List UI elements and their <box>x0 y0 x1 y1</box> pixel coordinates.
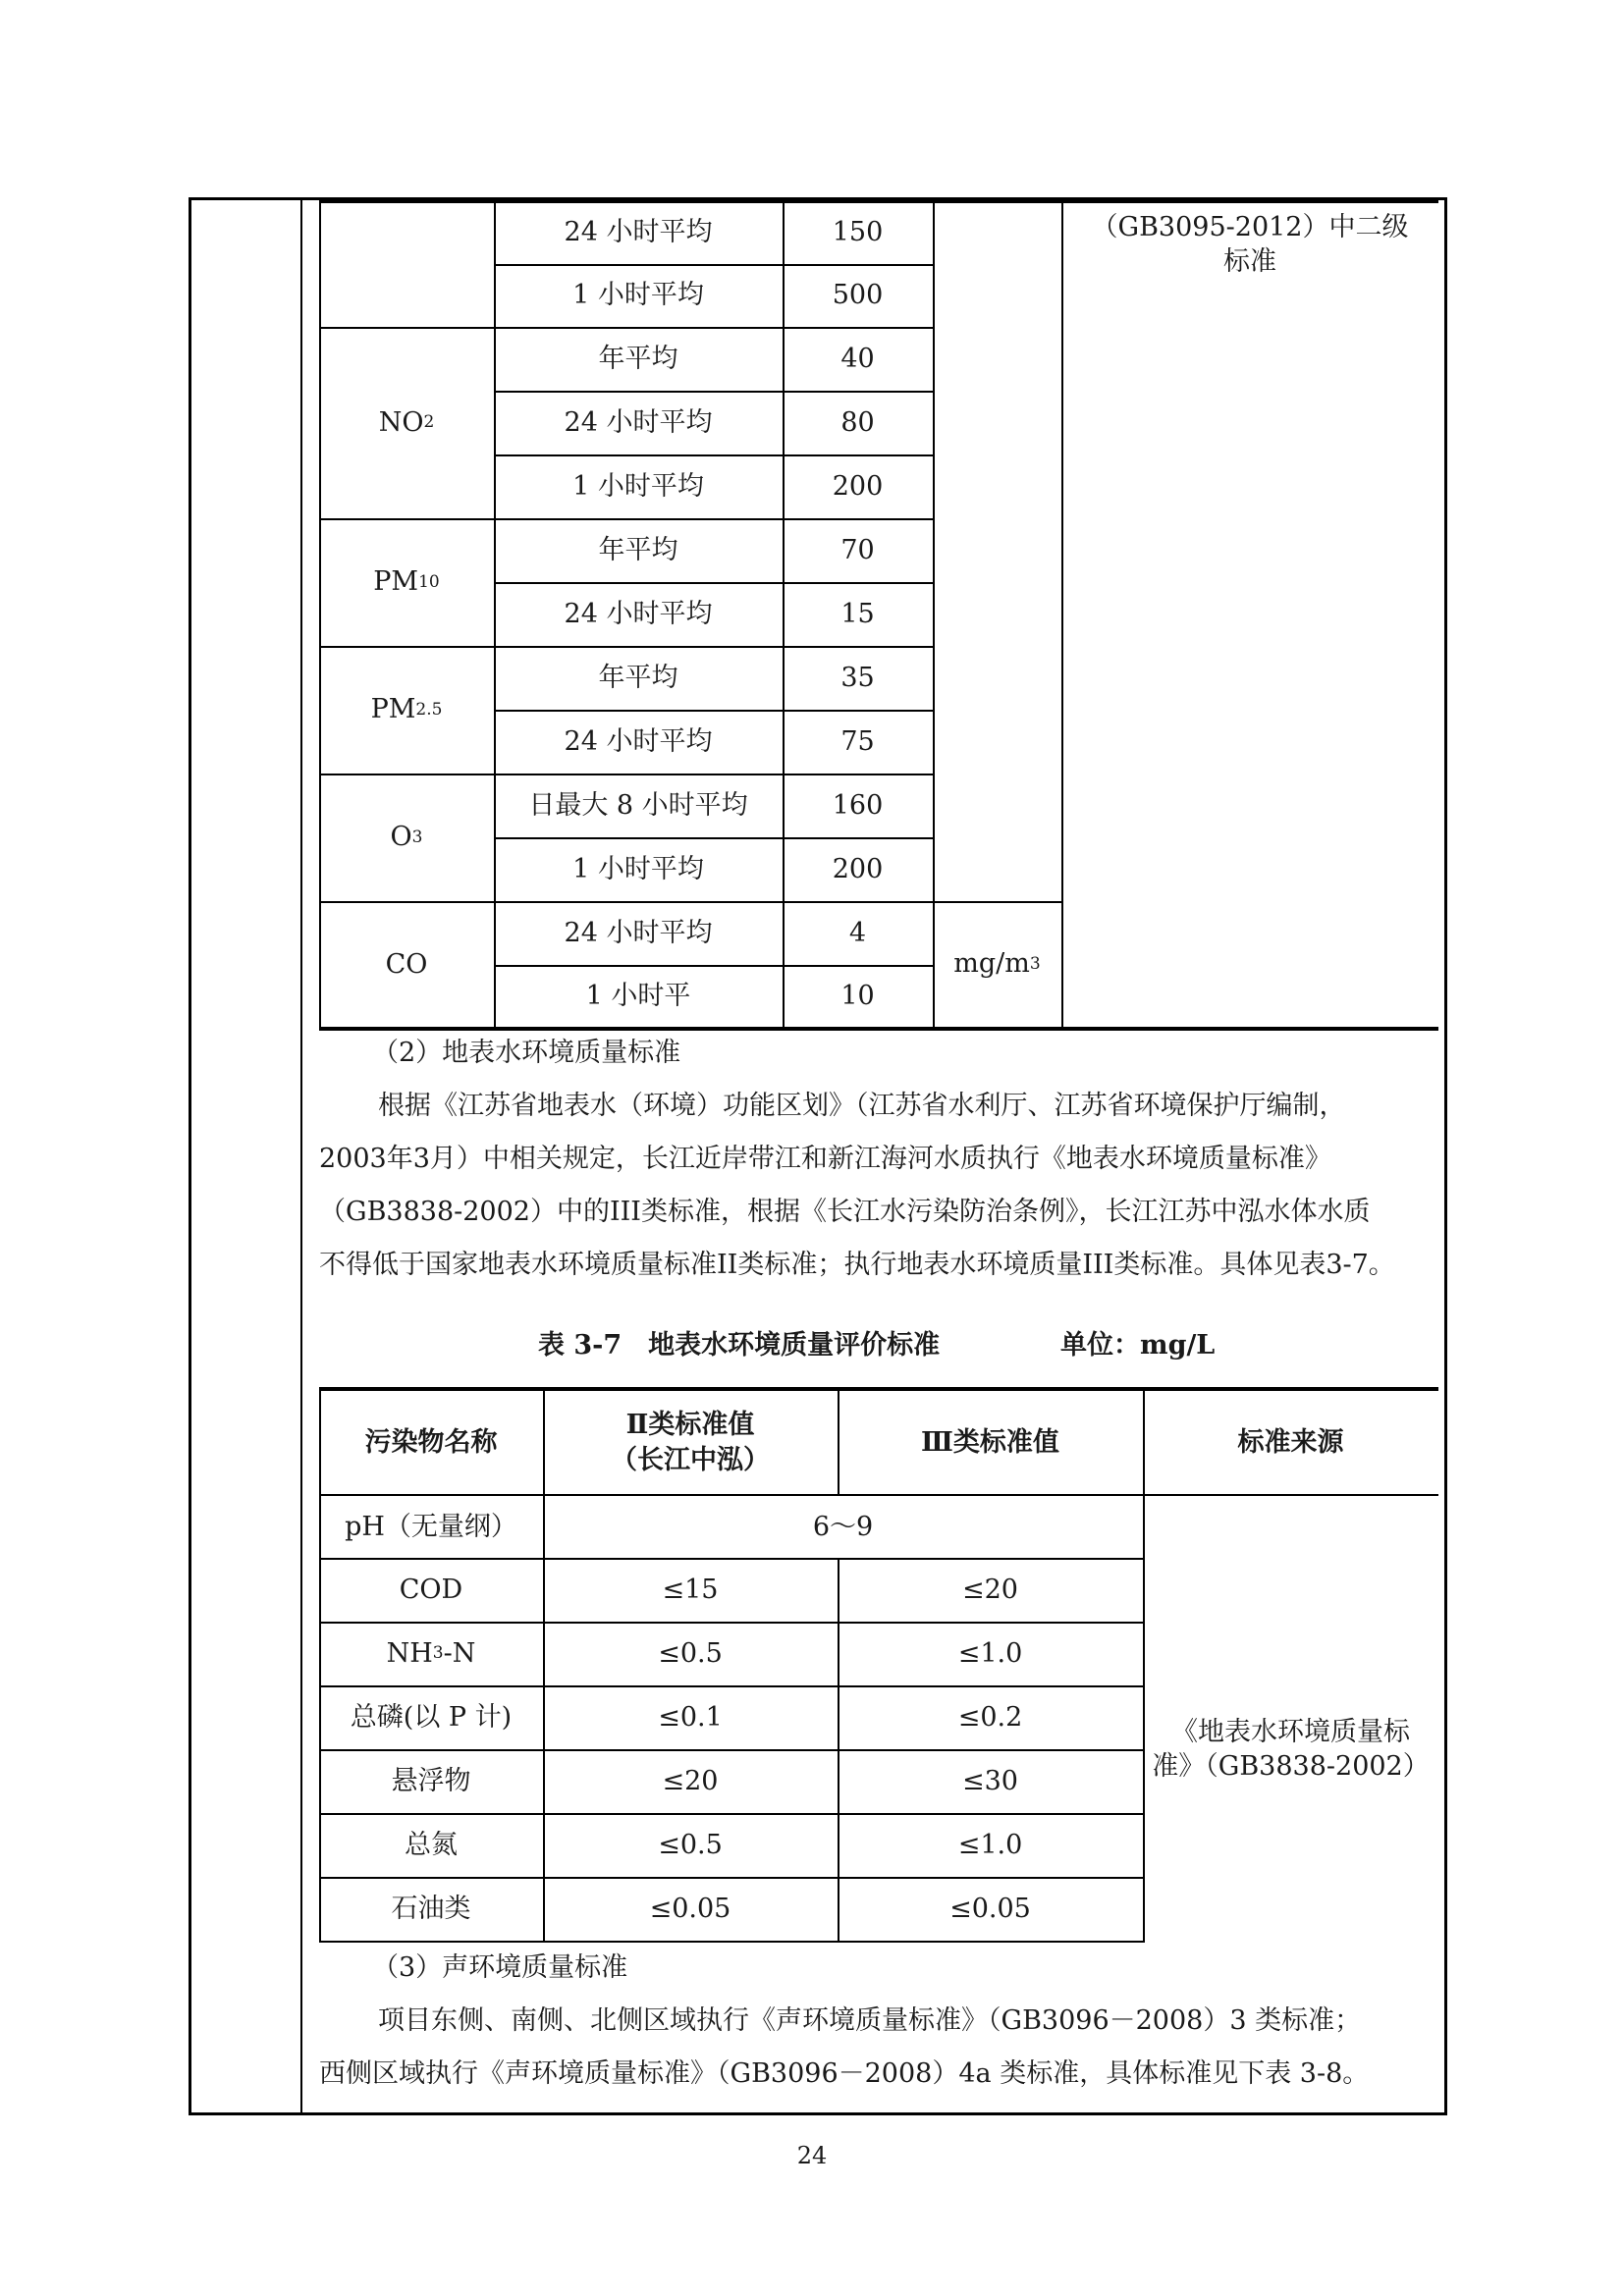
water-standard-source: 《地表水环境质量标 准》（GB3838-2002） <box>1152 1716 1430 1782</box>
value-cell: 15 <box>840 598 875 629</box>
value-cell: 70 <box>840 534 875 565</box>
value-cell: 4 <box>848 917 867 948</box>
class2-value: ≤15 <box>662 1574 719 1605</box>
period-cell: 1 小时平均 <box>572 470 704 502</box>
pollutant-no2: NO 2 <box>378 406 435 438</box>
class2-value: ≤0.5 <box>658 1829 723 1860</box>
section-heading: （3）声环境质量标准 <box>372 1952 628 1983</box>
table-caption: 表 3-7 地表水环境质量评价标准 <box>538 1330 941 1361</box>
header-source: 标准来源 <box>1237 1426 1344 1458</box>
pollutant-o3: O 3 <box>390 822 423 853</box>
period-cell: 1 小时平均 <box>572 853 704 884</box>
paragraph-line: 项目东侧、南侧、北侧区域执行《声环境质量标准》（GB3096－2008）3 类标准； <box>378 2005 1362 2036</box>
period-cell: 24 小时平均 <box>564 725 713 757</box>
pollutant-name: 悬浮物 <box>391 1765 471 1796</box>
class3-value: ≤0.05 <box>949 1893 1031 1924</box>
period-cell: 24 小时平均 <box>564 406 713 438</box>
pollutant-co: CO <box>385 949 428 981</box>
class3-value: ≤0.2 <box>957 1701 1023 1733</box>
pollutant-pm10: PM 10 <box>373 566 440 598</box>
section-heading: （2）地表水环境质量标准 <box>372 1038 681 1068</box>
period-cell: 年平均 <box>598 343 678 374</box>
period-cell: 1 小时平 <box>585 980 691 1011</box>
pollutant-pm25: PM 2.5 <box>370 694 443 725</box>
class3-value: ≤20 <box>962 1574 1018 1605</box>
ph-range: 6～9 <box>812 1511 874 1542</box>
value-cell: 80 <box>840 406 875 438</box>
paragraph-line: 不得低于国家地表水环境质量标准II类标准；执行地表水环境质量III类标准。具体见表3-7。 <box>319 1250 1395 1280</box>
header-pollutant-name: 污染物名称 <box>364 1426 498 1458</box>
value-cell: 160 <box>832 789 884 821</box>
paragraph-line: 2003年3月）中相关规定，长江近岸带江和新江海河水质执行《地表水环境质量标准》 <box>319 1144 1331 1174</box>
unit-cell: mg/m 3 <box>953 948 1041 980</box>
value-cell: 200 <box>832 853 884 884</box>
value-cell: 40 <box>840 343 875 374</box>
value-cell: 35 <box>840 662 875 693</box>
period-cell: 24 小时平均 <box>564 217 713 248</box>
value-cell: 500 <box>832 280 884 311</box>
pollutant-name: COD <box>399 1574 463 1605</box>
period-cell: 24 小时平均 <box>564 917 713 948</box>
header-class2: Ⅱ类标准值 （长江中泓） <box>611 1410 770 1475</box>
period-cell: 年平均 <box>598 534 678 565</box>
period-cell: 年平均 <box>598 662 678 693</box>
pollutant-name: 总磷(以 P 计) <box>350 1701 513 1733</box>
pollutant-nh3n: NH 3 -N <box>386 1637 476 1669</box>
period-cell: 日最大 8 小时平均 <box>528 789 748 821</box>
pollutant-ph: pH（无量纲） <box>345 1511 517 1542</box>
table-unit: 单位：mg/L <box>1060 1330 1216 1361</box>
value-cell: 75 <box>840 725 875 757</box>
value-cell: 150 <box>832 217 884 248</box>
class2-value: ≤0.1 <box>658 1701 723 1733</box>
class3-value: ≤1.0 <box>957 1829 1023 1860</box>
value-cell: 10 <box>840 980 875 1011</box>
paragraph-line: （GB3838-2002）中的III类标准，根据《长江水污染防治条例》，长江江苏中泓水体水质 <box>319 1197 1371 1227</box>
page-number: 24 <box>796 2142 828 2169</box>
standard-source-cell: （GB3095-2012）中二级标准 <box>1091 212 1409 278</box>
class2-value: ≤20 <box>662 1765 719 1796</box>
frame-inner-border <box>300 197 302 2115</box>
value-cell: 200 <box>832 470 884 502</box>
header-class3: Ⅲ类标准值 <box>921 1426 1059 1458</box>
class3-value: ≤30 <box>962 1765 1018 1796</box>
class2-value: ≤0.05 <box>649 1893 731 1924</box>
paragraph-line: 西侧区域执行《声环境质量标准》（GB3096－2008）4a 类标准，具体标准见下表 3-8。 <box>319 2058 1370 2089</box>
period-cell: 1 小时平均 <box>572 280 704 311</box>
class2-value: ≤0.5 <box>658 1637 723 1669</box>
pollutant-name: 总氮 <box>405 1829 458 1860</box>
period-cell: 24 小时平均 <box>564 598 713 629</box>
pollutant-name: 石油类 <box>391 1893 471 1924</box>
paragraph-line: 根据《江苏省地表水（环境）功能区划》（江苏省水利厅、江苏省环境保护厅编制， <box>378 1091 1346 1121</box>
class3-value: ≤1.0 <box>957 1637 1023 1669</box>
